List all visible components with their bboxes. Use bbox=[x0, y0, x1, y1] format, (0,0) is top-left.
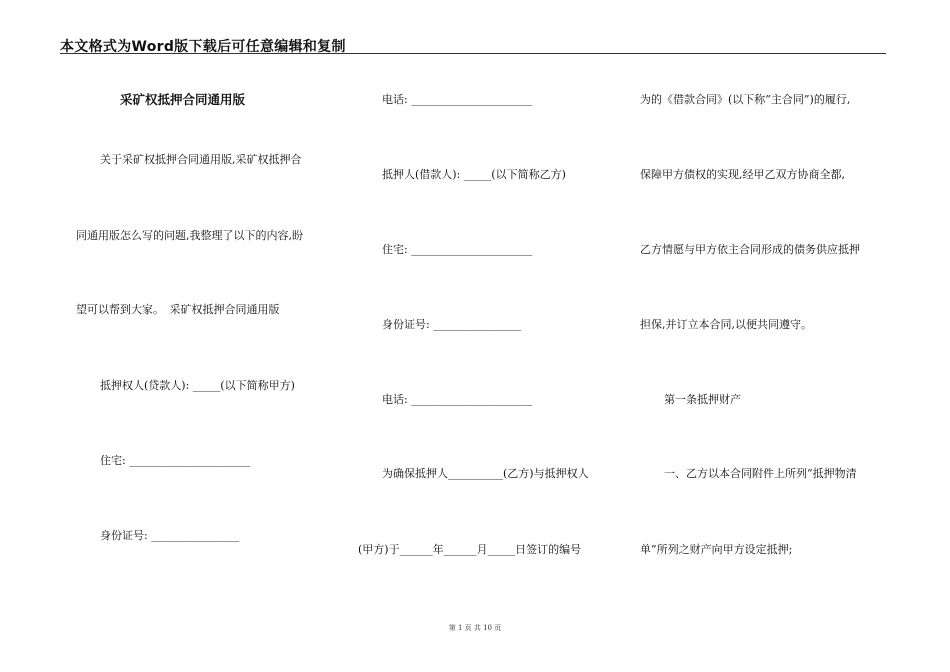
page-number: 第 1 页 共 10 页 bbox=[448, 624, 502, 632]
body-line: 住宅: ______________________ bbox=[382, 243, 533, 256]
body-line: 抵押权人(贷款人): _____(以下简称甲方) bbox=[100, 379, 295, 392]
body-line: 电话: ______________________ bbox=[382, 93, 533, 106]
body-line: 身份证号: ________________ bbox=[100, 529, 240, 542]
body-line: 一、乙方以本合同附件上所列“抵押物清 bbox=[664, 467, 857, 480]
body-line: 为确保抵押人__________(乙方)与抵押权人 bbox=[382, 467, 589, 480]
body-line: 抵押人(借款人): _____(以下简称乙方) bbox=[382, 168, 566, 181]
body-line: 担保,并订立本合同,以便共同遵守。 bbox=[640, 318, 812, 331]
body-line: 同通用版怎么写的问题,我整理了以下的内容,盼 bbox=[76, 229, 303, 242]
body-line: 关于采矿权抵押合同通用版,采矿权抵押合 bbox=[100, 153, 302, 166]
document-header: 本文格式为Word版下载后可任意编辑和复制 bbox=[60, 39, 346, 55]
body-line: 保障甲方债权的实现,经甲乙双方协商全都, bbox=[640, 168, 845, 181]
body-line: 住宅: ______________________ bbox=[100, 454, 251, 467]
header-divider bbox=[60, 53, 886, 54]
body-line: 望可以帮到大家。 采矿权抵押合同通用版 bbox=[76, 303, 280, 316]
body-line: 乙方情愿与甲方依主合同形成的债务供应抵押 bbox=[640, 243, 860, 256]
document-title: 采矿权抵押合同通用版 bbox=[120, 92, 246, 107]
body-line: (甲方)于______年______月_____日签订的编号 bbox=[358, 543, 582, 556]
body-line: 为的《借款合同》(以下称“主合同”)的履行, bbox=[640, 93, 851, 106]
section-heading: 第一条抵押财产 bbox=[664, 393, 741, 406]
body-line: 电话: ______________________ bbox=[382, 393, 533, 406]
body-line: 单”所列之财产向甲方设定抵押; bbox=[640, 543, 793, 556]
body-line: 身份证号: ________________ bbox=[382, 318, 522, 331]
